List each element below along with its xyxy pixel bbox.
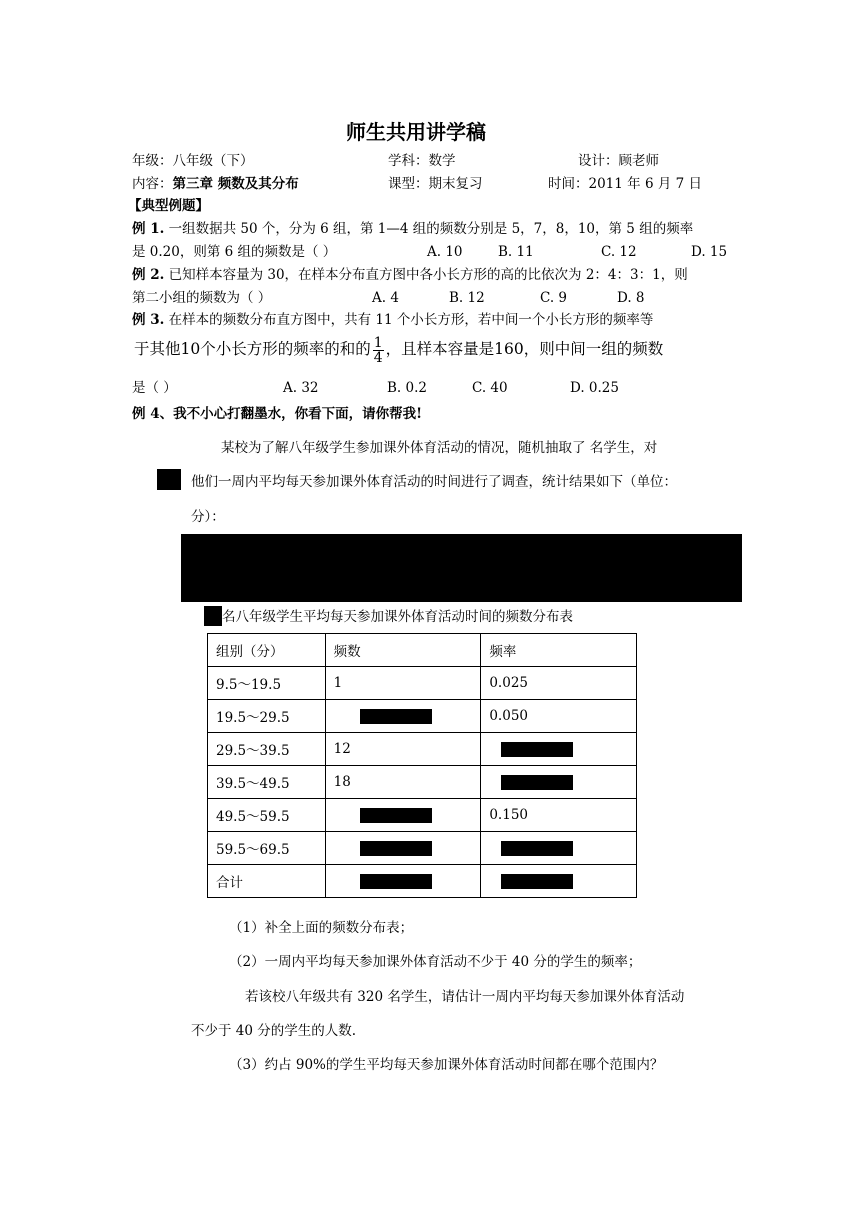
example3-option-d: D. 0.25 xyxy=(570,380,619,396)
example2-option-b: B. 12 xyxy=(449,290,485,306)
cell-group: 9.5～19.5 xyxy=(208,667,326,700)
ink-blot-cell xyxy=(360,808,432,823)
cell-rate: 0.150 xyxy=(481,799,637,832)
example2-option-d: D. 8 xyxy=(617,290,645,306)
question-2: （2）一周内平均每天参加课外体育活动不少于 40 分的学生的频率； xyxy=(229,954,642,970)
example3-option-c: C. 40 xyxy=(472,380,508,396)
question-2b-line1: 若该校八年级共有 320 名学生，请估计一周内平均每天参加课外体育活动 xyxy=(245,989,685,1005)
fraction-numerator: 1 xyxy=(373,334,383,351)
designer-label: 设计：顾老师 xyxy=(578,153,659,169)
example4-paragraph-line2: 他们一周内平均每天参加课外体育活动的时间进行了调查，统计结果如下（单位： xyxy=(191,474,677,490)
lesson-type-label: 课型：期末复习 xyxy=(388,176,483,192)
example2-option-a: A. 4 xyxy=(372,290,399,306)
example3-text-b: ，且样本容量是160，则中间一组的频数 xyxy=(385,340,664,358)
question-3: （3）约占 90%的学生平均每天参加课外体育活动时间都在哪个范围内？ xyxy=(229,1057,664,1073)
example2-text: 已知样本容量为 30，在样本分布直方图中各小长方形的高的比依次为 2：4：3：1，则 xyxy=(164,267,688,283)
table-row xyxy=(208,733,637,766)
section-heading: 【典型例题】 xyxy=(128,198,209,214)
cell-group: 19.5～29.5 xyxy=(208,700,326,733)
cell-rate: 0.025 xyxy=(481,667,637,700)
cell-rate-redacted xyxy=(481,733,637,766)
table-caption: 名八年级学生平均每天参加课外体育活动时间的频数分布表 xyxy=(222,609,573,625)
example2-line1 xyxy=(132,266,688,284)
example3-line3: 是（ ） xyxy=(132,380,177,396)
ink-blot-cell xyxy=(360,874,432,889)
cell-count-redacted xyxy=(325,799,481,832)
cell-rate-redacted xyxy=(481,865,637,898)
header-frequency-count: 频数 xyxy=(325,634,481,667)
cell-rate: 0.050 xyxy=(481,700,637,733)
example1-option-c: C. 12 xyxy=(601,244,637,260)
ink-blot-left xyxy=(157,469,181,490)
cell-count-redacted xyxy=(325,865,481,898)
example2-label: 例 2. xyxy=(132,267,165,283)
cell-group: 29.5～39.5 xyxy=(208,733,326,766)
ink-blot-caption xyxy=(204,606,222,626)
example3-option-b: B. 0.2 xyxy=(387,380,427,396)
date-label: 时间：2011 年 6 月 7 日 xyxy=(548,176,702,192)
question-2b-line2: 不少于 40 分的学生的人数. xyxy=(191,1023,357,1039)
ink-blot-cell xyxy=(360,841,432,856)
ink-blot-large xyxy=(181,534,742,602)
example4-paragraph-line1: 某校为了解八年级学生参加课外体育活动的情况，随机抽取了 名学生，对 xyxy=(221,440,658,456)
subject-label: 学科：数学 xyxy=(388,153,456,169)
cell-group: 59.5～69.5 xyxy=(208,832,326,865)
table-row xyxy=(208,667,637,700)
cell-group: 合计 xyxy=(208,865,326,898)
header-frequency-rate: 频率 xyxy=(481,634,637,667)
table-header-row xyxy=(208,634,637,667)
table-row xyxy=(208,700,637,733)
example3-label: 例 3. xyxy=(132,312,165,328)
ink-blot-cell xyxy=(501,742,573,757)
example1-line2: 是 0.20，则第 6 组的频数是（ ） xyxy=(132,244,337,260)
content-label xyxy=(132,175,299,193)
cell-group: 49.5～59.5 xyxy=(208,799,326,832)
example1-option-b: B. 11 xyxy=(498,244,534,260)
example3-line1 xyxy=(132,311,653,329)
fraction-denominator: 4 xyxy=(373,349,383,366)
cell-count-redacted xyxy=(325,700,481,733)
example1-line1 xyxy=(132,220,693,238)
table-row-total xyxy=(208,865,637,898)
example2-option-c: C. 9 xyxy=(540,290,568,306)
frequency-table xyxy=(207,633,637,898)
example1-text: 一组数据共 50 个，分为 6 组，第 1—4 组的频数分别是 5，7，8，10，第 5 组的频率 xyxy=(164,221,694,237)
ink-blot-cell xyxy=(360,709,432,724)
example2-line2: 第二小组的频数为（ ） xyxy=(132,290,272,306)
table-row xyxy=(208,799,637,832)
example3-text-a: 于其他10个小长方形的频率的和的 xyxy=(134,340,371,358)
cell-count: 18 xyxy=(325,766,481,799)
question-1: （1）补全上面的频数分布表； xyxy=(229,920,414,936)
content-value: 第三章 频数及其分布 xyxy=(172,176,299,192)
example3-line2 xyxy=(134,334,663,365)
cell-count: 12 xyxy=(325,733,481,766)
cell-rate-redacted xyxy=(481,766,637,799)
page-title: 师生共用讲学稿 xyxy=(346,120,486,144)
example1-option-a: A. 10 xyxy=(427,244,463,260)
example3-text: 在样本的频数分布直方图中，共有 11 个小长方形，若中间一个小长方形的频率等 xyxy=(164,312,654,328)
ink-blot-cell xyxy=(501,775,573,790)
ink-blot-cell xyxy=(501,874,573,889)
table-row xyxy=(208,766,637,799)
cell-rate-redacted xyxy=(481,832,637,865)
example3-option-a: A. 32 xyxy=(283,380,319,396)
ink-blot-cell xyxy=(501,841,573,856)
fraction-one-quarter xyxy=(373,336,384,365)
cell-count-redacted xyxy=(325,832,481,865)
header-group: 组别（分） xyxy=(208,634,326,667)
example1-option-d: D. 15 xyxy=(691,244,728,260)
example4-paragraph-line3: 分）： xyxy=(191,509,225,525)
content-key: 内容： xyxy=(132,176,173,192)
example4-heading: 例 4、我不小心打翻墨水，你看下面，请你帮我! xyxy=(132,406,423,422)
cell-group: 39.5～49.5 xyxy=(208,766,326,799)
cell-count: 1 xyxy=(325,667,481,700)
example1-label: 例 1. xyxy=(132,221,165,237)
grade-label: 年级：八年级（下） xyxy=(132,153,254,169)
table-row xyxy=(208,832,637,865)
